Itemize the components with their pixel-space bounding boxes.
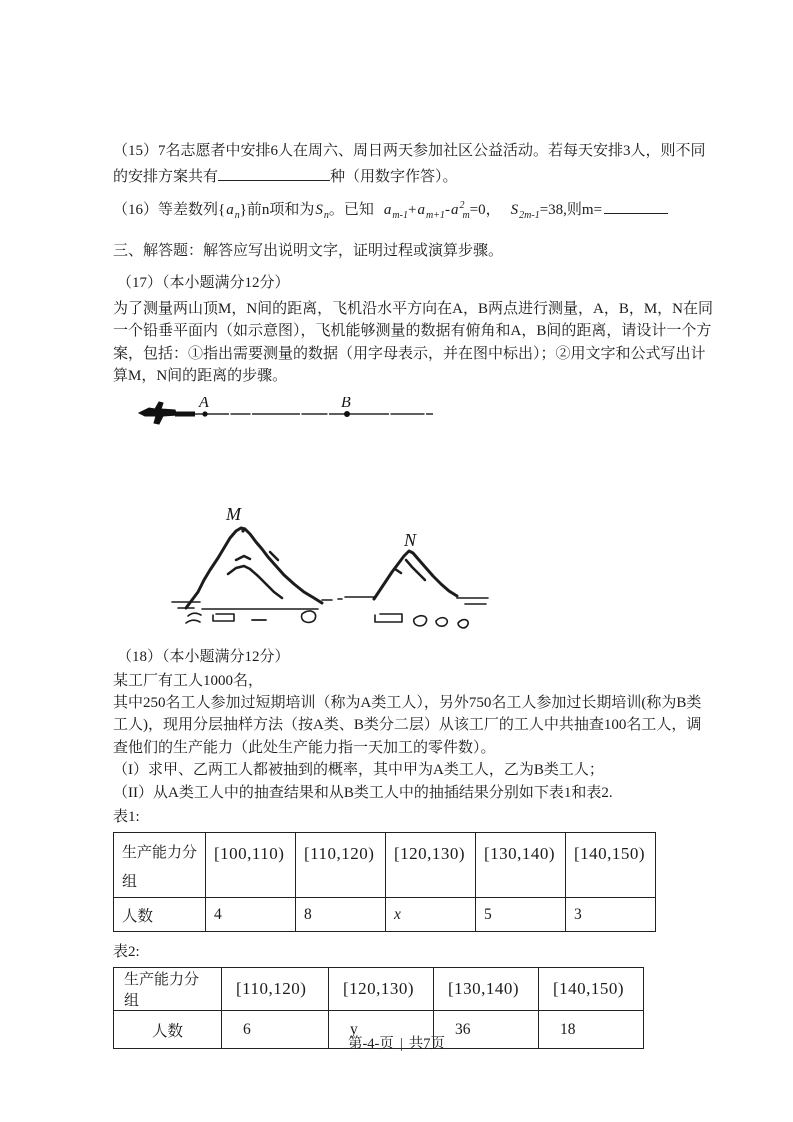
table2-count-cell: 36 — [434, 1011, 539, 1049]
cloud-squiggle-4 — [375, 614, 402, 622]
table1-group-cell: [100,110) — [206, 833, 296, 898]
table2-count-cell: y — [329, 1011, 434, 1049]
point-B-label: B — [341, 396, 351, 411]
q16-var-a-n: a — [226, 202, 234, 218]
cloud-squiggle-7 — [458, 619, 468, 627]
table2-group-cell: [110,120) — [222, 968, 329, 1011]
q16-line — [113, 192, 688, 230]
point-A-label: A — [199, 396, 209, 411]
q16-sub-m2: m+1 — [425, 210, 445, 221]
table1-header-row — [114, 833, 656, 898]
airplane-icon — [139, 402, 177, 424]
q16-eq0: =0， — [469, 202, 501, 218]
table1-group-cell: [130,140) — [476, 833, 566, 898]
q16-var-S2m1: S — [510, 202, 519, 218]
q15-line2-suffix: 种（用数字作答）。 — [330, 169, 458, 185]
table-1 — [113, 832, 656, 932]
q18-body-line: 工人)，现用分层抽样方法（按A类、B类分二层）从该工厂的工人中共抽查100名工人，调 — [113, 717, 702, 734]
q16-plus: + — [407, 202, 417, 218]
mountain-N-mark — [395, 569, 401, 573]
q16-var-a-sq: a — [450, 202, 459, 218]
table1-row-label: 人数 — [114, 898, 206, 932]
q16-sub-m1: m-1 — [392, 210, 408, 221]
q16-sup-2: 2 — [459, 200, 465, 211]
q16-sub-n2: n — [323, 210, 329, 221]
ground-line-center — [202, 597, 375, 609]
q16-var-S-n: S — [315, 202, 323, 218]
q18-body-line: 查他们的生产能力（此处生产能力指一天加工的零件数）。 — [113, 739, 496, 756]
mountains-figure-svg — [170, 502, 490, 637]
q16-answer-blank — [604, 200, 668, 214]
q17-body — [113, 298, 714, 388]
q18-heading: （18）（本小题满分12分） — [117, 648, 290, 665]
q17-body-line: 算M，N间的距离的步骤。 — [113, 368, 288, 385]
table1-caption: 表1: — [113, 809, 140, 826]
mountain-M-label: M — [226, 503, 241, 524]
q16-var-a-m1: a — [383, 202, 392, 218]
q16-prefix: （16）等差数列{ — [113, 202, 226, 218]
table2-group-cell: [120,130) — [329, 968, 434, 1011]
table2-group-cell: [130,140) — [434, 968, 539, 1011]
footer-separator: | — [399, 1036, 403, 1052]
cloud-squiggle-3 — [302, 611, 316, 622]
cloud-squiggle-2 — [213, 614, 234, 621]
q18-body-line: 某工厂有工人1000名， — [113, 672, 264, 689]
q16-mid1: }前n项和为 — [239, 202, 315, 218]
q17-body-line: 为了测量两山顶M，N间的距离，飞机沿水平方向在A，B两点进行测量，A，B，M，N在同 — [113, 301, 714, 317]
mountains-figure — [170, 502, 688, 637]
mountain-M-ridge-small — [236, 556, 250, 560]
table2-header-label: 生产能力分组 — [114, 968, 222, 1011]
mountain-N-outline — [374, 551, 457, 599]
q17-body-line: 一个铅垂平面内（如示意图），飞机能够测量的数据有俯角和A，B间的距离，请设计一个方 — [113, 323, 712, 340]
table2-group-cell: [140,150) — [539, 968, 644, 1011]
table2-count-cell: 18 — [539, 1011, 644, 1049]
cloud-squiggle-6 — [436, 617, 447, 626]
q17-body-line: 案，包括：①指出需要测量的数据（用字母表示，并在图中标出）；②用文字和公式写出计 — [113, 345, 706, 362]
table1-group-cell: [110,120) — [296, 833, 386, 898]
table1-group-cell: [140,150) — [566, 833, 656, 898]
q16-var-a-m2: a — [417, 202, 425, 218]
table2-count-cell: 6 — [222, 1011, 329, 1049]
q16-mid2: 。已知 — [328, 202, 374, 218]
q16-sub-m3: m — [462, 210, 470, 221]
q16-tail: =38,则m= — [539, 202, 603, 218]
footer-total-pages: 共7页 — [408, 1036, 446, 1052]
page-content — [113, 138, 714, 1049]
table1-header-label: 生产能力分组 — [114, 833, 206, 898]
page-footer — [0, 1032, 793, 1053]
table1-count-cell-x: x — [386, 898, 476, 932]
q15-line2 — [113, 164, 688, 190]
table2-row-label: 人数 — [114, 1011, 222, 1049]
point-A-dot — [202, 411, 207, 416]
q17-heading: （17）（本小题满分12分） — [117, 275, 290, 291]
table2-header-row — [114, 968, 644, 1011]
point-B-dot — [344, 411, 350, 417]
flight-figure — [135, 397, 688, 433]
cloud-squiggle-5 — [414, 615, 427, 625]
q15-answer-blank — [218, 167, 330, 181]
q18-body — [113, 670, 702, 804]
mountain-M-peak-dot — [241, 529, 244, 532]
q16-minus: - — [444, 202, 450, 218]
cloud-squiggle-1 — [186, 613, 201, 623]
table1-count-cell: 3 — [566, 898, 656, 932]
flight-figure-svg — [135, 397, 445, 433]
airplane-tail-bar — [175, 411, 195, 416]
ground-line-right — [457, 598, 488, 604]
table1-group-cell: [120,130) — [386, 833, 476, 898]
mountain-M-ridge — [228, 566, 282, 598]
mountain-M-outline — [186, 528, 322, 608]
q15-line2-prefix: 的安排方案共有 — [113, 169, 219, 185]
mountain-N-label: N — [404, 529, 417, 550]
table1-count-cell: 4 — [206, 898, 296, 932]
table1-count-cell: 5 — [476, 898, 566, 932]
q15-line1: （15）7名志愿者中安排6人在周六、周日两天参加社区公益活动。若每天安排3人，则不同 — [113, 143, 706, 159]
q18-body-line: （I）求甲、乙两工人都被抽到的概率，其中甲为A类工人，乙为B类工人； — [113, 762, 604, 779]
q18-body-line: （II）从A类工人中的抽查结果和从B类工人中的抽插结果分别如下表1和表2. — [113, 784, 613, 801]
table2-caption: 表2: — [113, 944, 140, 961]
footer-page-number: 第-4-页 — [347, 1036, 394, 1052]
table1-data-row — [114, 898, 656, 932]
q16-sub-n: n — [234, 210, 240, 221]
section3-title: 三、解答题：解答应写出说明文字，证明过程或演算步骤。 — [113, 243, 504, 259]
table1-count-cell: 8 — [296, 898, 386, 932]
q18-body-line: 其中250名工人参加过短期培训（称为A类工人），另外750名工人参加过长期培训(称为B类 — [113, 695, 702, 712]
q16-sub-2m1: 2m-1 — [519, 210, 540, 221]
